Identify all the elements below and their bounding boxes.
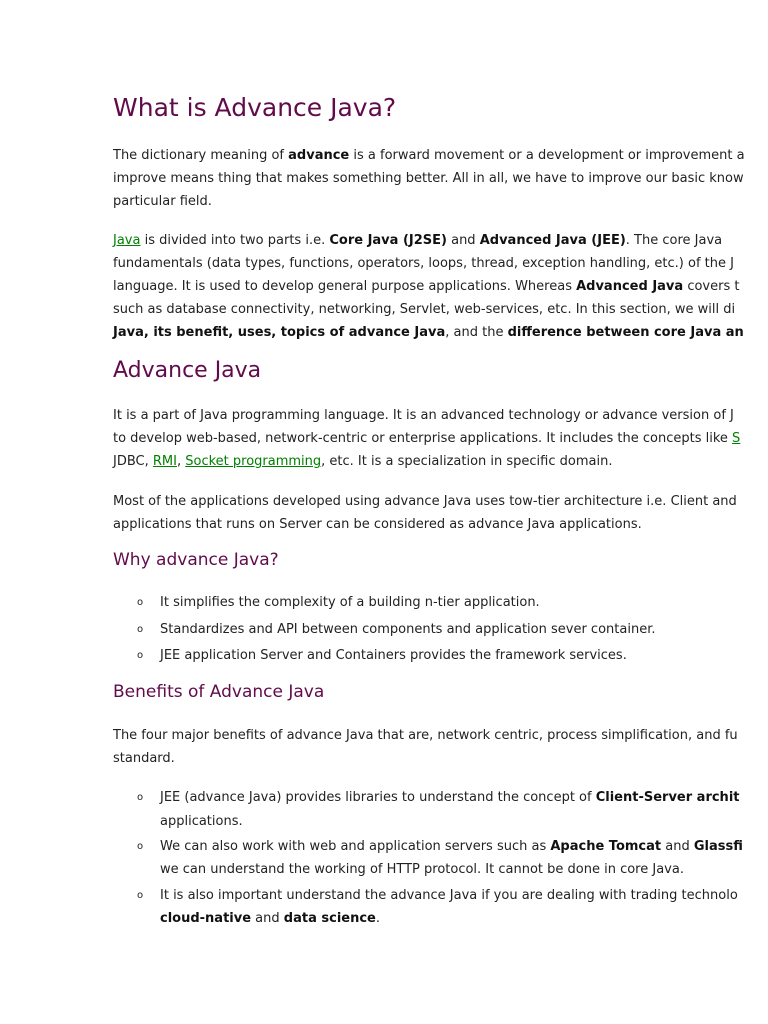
- text: and: [446, 233, 480, 248]
- benefit-item-3-line-1: It is also important understand the advance Java if you are dealing with trading technolo: [160, 888, 738, 903]
- advance-p2-line-2: applications that runs on Server can be considered as advance Java applications.: [113, 517, 642, 532]
- text: ,: [176, 454, 186, 469]
- text: language. It is used to develop general purpose applications. Whereas: [113, 279, 577, 294]
- section-heading-advance-java: Advance Java: [113, 358, 262, 383]
- bullet-icon: o: [137, 650, 144, 661]
- bullet-icon: o: [137, 890, 144, 901]
- text: .: [375, 911, 381, 926]
- text: to develop web-based, network-centric or enterprise applications. It includes the concepts like: [113, 431, 733, 446]
- java-link[interactable]: Java: [113, 233, 141, 248]
- text: JDBC,: [113, 454, 153, 469]
- servlet-link[interactable]: S: [732, 431, 741, 446]
- advance-p1-line-1: It is a part of Java programming language. It is an advanced technology or advance version of J: [113, 408, 734, 423]
- text: The dictionary meaning of: [113, 148, 289, 163]
- text: covers t: [683, 279, 740, 294]
- text: is divided into two parts i.e.: [140, 233, 330, 248]
- bold-text: data science: [283, 911, 376, 926]
- benefit-item-1-line-1: [160, 789, 740, 807]
- rmi-link[interactable]: RMI: [152, 454, 177, 469]
- advance-p1-line-3: [113, 453, 612, 471]
- text: and: [251, 911, 284, 926]
- text: JEE (advance Java) provides libraries to understand the concept of: [160, 790, 596, 805]
- intro-line-3: particular field.: [113, 194, 212, 209]
- benefits-p-line-1: The four major benefits of advance Java that are, network centric, process simplification, and fu: [113, 728, 738, 743]
- benefit-item-2-line-2: we can understand the working of HTTP protocol. It cannot be done in core Java.: [160, 862, 684, 877]
- bullet-icon: o: [137, 792, 144, 803]
- benefit-item-3-line-2: [160, 910, 380, 928]
- section-heading-why-advance-java: Why advance Java?: [113, 550, 279, 570]
- benefit-item-1-line-2: applications.: [160, 814, 243, 829]
- bold-text: difference between core Java an: [507, 325, 744, 340]
- bullet-icon: o: [137, 597, 144, 608]
- bold-text: Apache Tomcat: [550, 839, 662, 854]
- benefit-item-2-line-1: [160, 838, 743, 856]
- text: , and the: [445, 325, 508, 340]
- para2-line-1: [113, 232, 722, 250]
- bold-text: cloud-native: [160, 911, 252, 926]
- intro-line-2: improve means thing that makes something better. All in all, we have to improve our basic know: [113, 171, 744, 186]
- bold-text: advance: [288, 148, 350, 163]
- intro-line-1: [113, 147, 745, 165]
- text: We can also work with web and application servers such as: [160, 839, 551, 854]
- text: , etc. It is a specialization in specific domain.: [321, 454, 613, 469]
- bullet-icon: o: [137, 624, 144, 635]
- para2-line-5: [113, 324, 744, 342]
- bold-text: Java, its benefit, uses, topics of advance Java: [113, 325, 446, 340]
- socket-programming-link[interactable]: Socket programming: [185, 454, 322, 469]
- text: . The core Java: [625, 233, 723, 248]
- advance-p2-line-1: Most of the applications developed using advance Java uses tow-tier architecture i.e. Client and: [113, 494, 737, 509]
- why-item-3: JEE application Server and Containers provides the framework services.: [160, 648, 627, 663]
- why-item-2: Standardizes and API between components and application sever container.: [160, 622, 656, 637]
- text: is a forward movement or a development or improvement a: [349, 148, 745, 163]
- section-heading-benefits: Benefits of Advance Java: [113, 682, 325, 702]
- bold-text: Core Java (J2SE): [329, 233, 447, 248]
- bold-text: Advanced Java (JEE): [479, 233, 626, 248]
- bold-text: Glassfi: [693, 839, 743, 854]
- para2-line-2: fundamentals (data types, functions, operators, loops, thread, exception handling, etc.) of the J: [113, 256, 734, 271]
- advance-p1-line-2: [113, 430, 740, 448]
- bold-text: Advanced Java: [576, 279, 684, 294]
- text: and: [661, 839, 694, 854]
- bold-text: Client-Server archit: [595, 790, 740, 805]
- page-title: What is Advance Java?: [113, 93, 397, 122]
- benefits-p-line-2: standard.: [113, 751, 175, 766]
- bullet-icon: o: [137, 841, 144, 852]
- why-item-1: It simplifies the complexity of a building n-tier application.: [160, 595, 540, 610]
- para2-line-4: such as database connectivity, networking, Servlet, web-services, etc. In this section, we will di: [113, 302, 736, 317]
- para2-line-3: [113, 278, 739, 296]
